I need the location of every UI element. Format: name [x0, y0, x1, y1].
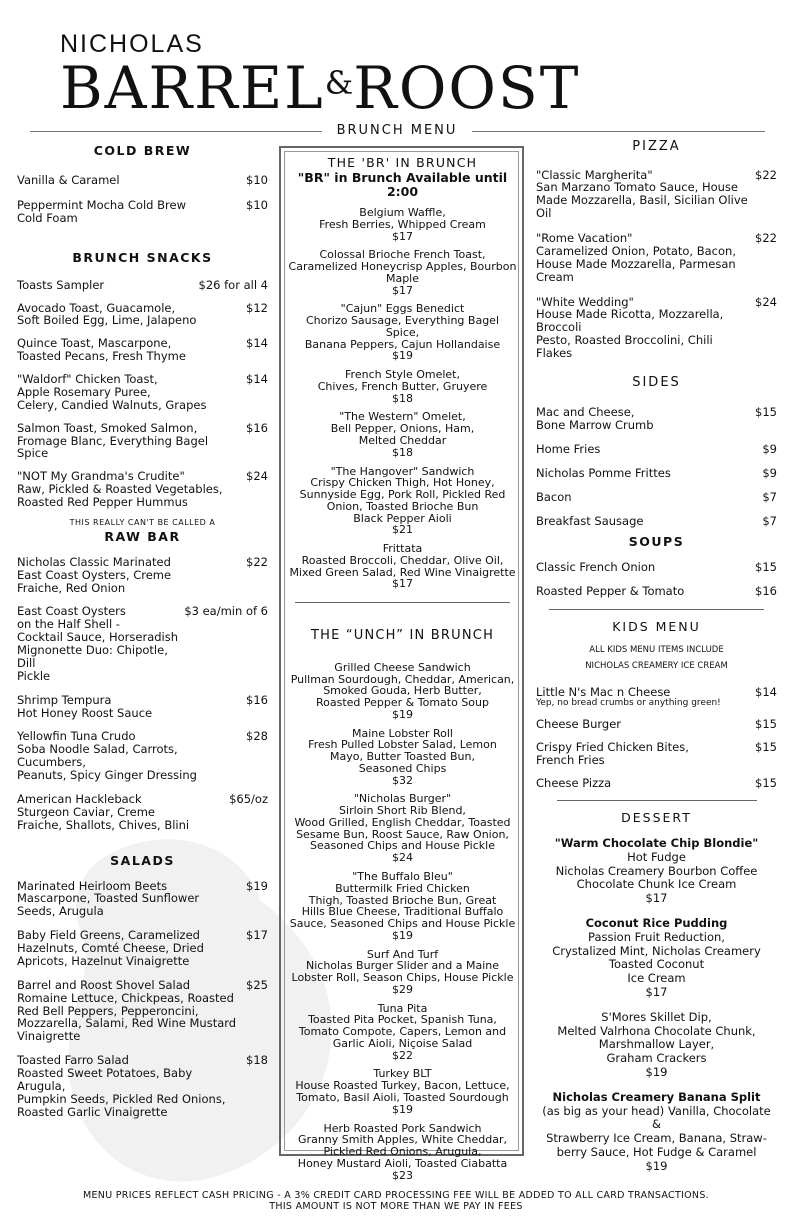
unch-item-line: Mayo, Butter Toasted Bun,: [330, 750, 475, 764]
br-item-line: Sunnyside Egg, Pork Roll, Pickled Red: [299, 488, 506, 502]
unch-item-line: Tomato Compote, Capers, Lemon and: [298, 1025, 507, 1039]
cold-brew-list: [17, 174, 268, 225]
kids-item-name: Cheese Pizza: [536, 776, 612, 791]
br-item-line: "Cajun" Eggs Benedict: [340, 302, 465, 316]
kids-item-name: Crispy Fried Chicken Bites, French Fries: [536, 740, 689, 768]
side-item-price: $7: [762, 489, 777, 504]
dessert-title: DESSERT: [621, 809, 692, 825]
br-section-subtitle: "BR" in Brunch Available until 2:00: [297, 170, 508, 199]
pizza-item-price: $22: [755, 167, 777, 182]
raw-bar-title: RAW BAR: [104, 528, 181, 544]
raw-bar-item-price: $28: [246, 729, 268, 744]
unch-item-line: Thigh, Toasted Brioche Bun, Great: [308, 893, 497, 907]
dessert-item-desc: (as big as your head) Vanilla, Chocolate & Strawberry Ice Cream, Banana, Straw- berry Sauce, Hot Fudge & Caramel $19: [542, 1103, 771, 1173]
side-item-price: $15: [755, 405, 777, 420]
br-item: [288, 369, 517, 404]
kids-item: [536, 718, 777, 731]
unch-item-line: Hills Blue Cheese, Traditional Buffalo: [301, 905, 504, 919]
unch-item-line: Lobster Roll, Season Chips, House Pickle: [291, 971, 514, 985]
brand-right: ROOST: [353, 54, 581, 122]
unch-item-line: Tuna Pita: [377, 1001, 428, 1015]
br-item-line: Fresh Berries, Whipped Cream: [319, 217, 486, 231]
snack-item-name: "Waldorf" Chicken Toast, Apple Rosemary Puree, Celery, Candied Walnuts, Grapes: [17, 372, 207, 412]
side-item: [536, 515, 777, 528]
br-item-line: $17: [392, 577, 413, 591]
raw-bar-caption: THIS REALLY CAN'T BE CALLED A: [69, 517, 216, 527]
dessert-item-desc: Hot Fudge Nicholas Creamery Bourbon Coffee Chocolate Chunk Ice Cream $17: [555, 849, 758, 906]
br-item-line: $19: [392, 349, 413, 363]
brand-left: BARREL: [60, 54, 325, 122]
unch-item-line: Turkey BLT: [373, 1067, 432, 1081]
br-item: [288, 411, 517, 458]
raw-bar-item-price: $22: [246, 554, 268, 569]
unch-item-line: $32: [392, 773, 413, 787]
unch-item: [288, 1068, 517, 1115]
soups-list: [536, 561, 777, 598]
raw-bar-item-price: $3 ea/min of 6: [184, 604, 268, 619]
pizza-item: [536, 296, 777, 360]
kids-item-name: Cheese Burger: [536, 717, 621, 732]
snack-item-name: "NOT My Grandma's Crudite" Raw, Pickled & Roasted Vegetables, Roasted Red Pepper Hummus: [17, 469, 223, 509]
unch-item-line: Nicholas Burger Slider and a Maine: [306, 959, 499, 973]
unch-item-line: Sauce, Seasoned Chips and House Pickle: [289, 917, 516, 931]
side-item-price: $9: [762, 442, 777, 457]
dessert-item-name: "Warm Chocolate Chip Blondie": [554, 835, 759, 850]
br-list: [288, 207, 517, 590]
br-item-line: "The Hangover" Sandwich: [330, 464, 475, 478]
pizza-item-price: $24: [755, 294, 777, 309]
brunch-snacks-list: [17, 279, 268, 509]
unch-item: [288, 871, 517, 942]
kids-item: [536, 686, 777, 709]
brand-title: [60, 56, 580, 121]
raw-bar-item-name: Yellowfin Tuna Crudo Soba Noodle Salad, Carrots, Cucumbers, Peanuts, Spicy Ginger Dressing: [17, 729, 197, 783]
raw-bar-item-name: Shrimp Tempura Hot Honey Roost Sauce: [17, 692, 153, 720]
unch-list: [288, 662, 517, 1182]
unch-item-line: Garlic Aioli, Niçoise Salad: [332, 1036, 473, 1050]
snack-item-price: $14: [246, 372, 268, 386]
br-item-line: Mixed Green Salad, Red Wine Vinaigrette: [289, 565, 516, 579]
kids-divider: [549, 609, 764, 610]
brand-amp: &: [324, 64, 354, 102]
snack-item-name: Salmon Toast, Smoked Salmon, Fromage Blanc, Everything Bagel Spice: [17, 420, 209, 461]
salad-item: [17, 929, 268, 968]
unch-item: [288, 662, 517, 721]
unch-item: [288, 1003, 517, 1062]
dessert-item: [536, 1091, 777, 1174]
salad-item-price: $19: [246, 878, 268, 893]
dessert-item-name: Coconut Rice Pudding: [585, 915, 728, 930]
side-item-name: Mac and Cheese, Bone Marrow Crumb: [536, 405, 654, 433]
unch-item-line: Buttermilk Fried Chicken: [335, 881, 470, 895]
raw-bar-item-price: $16: [246, 692, 268, 707]
br-item-line: Roasted Broccoli, Cheddar, Olive Oil,: [301, 553, 504, 567]
unch-item-line: "Nicholas Burger": [353, 792, 452, 806]
dessert-item: [536, 1011, 777, 1080]
br-item: [288, 249, 517, 296]
unch-item-line: Honey Mustard Aioli, Toasted Ciabatta: [297, 1156, 508, 1170]
unch-item-line: Grilled Cheese Sandwich: [334, 660, 471, 674]
snack-item-name: Toasts Sampler: [17, 277, 105, 292]
br-item-line: Melted Cheddar: [358, 434, 447, 448]
salad-item: [17, 1054, 268, 1118]
dessert-divider: [557, 800, 757, 801]
unch-item: [288, 949, 517, 996]
kids-note-1: ALL KIDS MENU ITEMS INCLUDE: [589, 645, 724, 656]
unch-item-line: Granny Smith Apples, White Cheddar,: [298, 1133, 507, 1147]
snack-item-price: $26 for all 4: [198, 277, 268, 292]
dessert-item: [536, 917, 777, 1000]
raw-bar-item-name: East Coast Oysters on the Half Shell - Cocktail Sauce, Horseradish Mignonette Duo: Chipotle, Dill Pickle: [17, 604, 179, 683]
soup-item: [536, 585, 777, 598]
cold-brew-item: [17, 174, 268, 187]
pizza-item-name: "White Wedding" House Made Ricotta, Mozzarella, Broccoli Pesto, Roasted Broccolini, Chili Flakes: [536, 294, 724, 361]
raw-bar-item-name: American Hackleback Sturgeon Caviar, Creme Fraiche, Shallots, Chives, Blini: [17, 791, 190, 832]
cold-brew-item-name: Vanilla & Caramel: [17, 173, 120, 187]
raw-bar-item: [17, 730, 268, 782]
pizza-item: [536, 232, 777, 284]
side-item: [536, 443, 777, 456]
kids-item: [536, 777, 777, 790]
br-item-line: Onion, Toasted Brioche Bun: [326, 499, 479, 513]
br-item-line: Chorizo Sausage, Everything Bagel Spice,: [305, 314, 499, 339]
unch-item-line: House Roasted Turkey, Bacon, Lettuce,: [295, 1079, 510, 1093]
snack-item: [17, 422, 268, 461]
cold-brew-item-price: $10: [246, 197, 268, 212]
snack-item-name: Quince Toast, Mascarpone, Toasted Pecans, Fresh Thyme: [17, 336, 186, 364]
brunch-snacks-title: BRUNCH SNACKS: [72, 249, 213, 265]
raw-bar-item: [17, 694, 268, 720]
dessert-item-desc: Passion Fruit Reduction, Crystalized Mint, Nicholas Creamery Toasted Coconut Ice Cream $17: [552, 929, 761, 999]
unch-item-line: Pullman Sourdough, Cheddar, American,: [290, 672, 515, 686]
raw-bar-list: [17, 556, 268, 832]
raw-bar-item: [17, 793, 268, 832]
left-column: [17, 144, 268, 1130]
footer: [0, 1190, 792, 1213]
salad-item: [17, 880, 268, 919]
br-item-line: $18: [392, 391, 413, 405]
unch-item-line: Maine Lobster Roll: [352, 726, 453, 740]
salad-item-price: $25: [246, 977, 268, 992]
cold-brew-item-name: Peppermint Mocha Cold Brew Cold Foam: [17, 197, 186, 225]
pizza-item-name: "Rome Vacation" Caramelized Onion, Potato, Bacon, House Made Mozzarella, Parmesan Cream: [536, 231, 736, 284]
sides-title: SIDES: [632, 374, 681, 390]
soup-item-price: $15: [755, 559, 777, 574]
pizza-item-name: "Classic Margherita" San Marzano Tomato Sauce, House Made Mozzarella, Basil, Sicilian Olive Oil: [536, 167, 748, 221]
raw-bar-item: [17, 605, 268, 682]
soup-item: [536, 561, 777, 574]
unch-item-line: $19: [392, 928, 413, 942]
unch-item-line: Seasoned Chips and House Pickle: [310, 839, 495, 853]
unch-item-line: $23: [392, 1168, 413, 1182]
footer-line-1: MENU PRICES REFLECT CASH PRICING - A 3% CREDIT CARD PROCESSING FEE WILL BE ADDED TO ALL CARD TRANSACTIONS.: [83, 1190, 709, 1201]
salads-list: [17, 880, 268, 1119]
side-item: [536, 406, 777, 432]
kids-item-price: $15: [755, 776, 777, 791]
unch-item: [288, 1123, 517, 1182]
snack-item-price: $12: [246, 300, 268, 315]
pizza-list: [536, 169, 777, 360]
unch-section-title: THE “UNCH” IN BRUNCH: [310, 628, 495, 644]
side-item-price: $7: [762, 513, 777, 528]
unch-item-line: Seasoned Chips: [358, 761, 447, 775]
snack-item-name: Avocado Toast, Guacamole, Soft Boiled Egg, Lime, Jalapeno: [17, 300, 197, 328]
side-item-name: Nicholas Pomme Frittes: [536, 466, 671, 481]
unch-item-line: Smoked Gouda, Herb Butter,: [323, 684, 482, 698]
br-item: [288, 303, 517, 362]
snack-item: [17, 302, 268, 328]
unch-item-line: Wood Grilled, English Cheddar, Toasted: [294, 815, 511, 829]
br-item-line: $21: [392, 523, 413, 537]
br-item-line: Crispy Chicken Thigh, Hot Honey,: [310, 476, 495, 490]
br-item: [288, 207, 517, 242]
kids-title: KIDS MENU: [612, 619, 701, 635]
unch-item: [288, 728, 517, 787]
raw-bar-item: [17, 556, 268, 595]
dessert-list: [536, 837, 777, 1174]
cold-brew-title: COLD BREW: [93, 143, 192, 158]
unch-item-line: $22: [392, 1048, 413, 1062]
unch-item-line: Pickled Red Onions, Arugula,: [323, 1145, 482, 1159]
kids-list: [536, 686, 777, 790]
snack-item: [17, 279, 268, 292]
br-item-line: Maple: [385, 271, 420, 285]
salad-item-name: Baby Field Greens, Caramelized Hazelnuts, Comté Cheese, Dried Apricots, Hazelnut Vinaigrette: [17, 928, 204, 968]
side-item-name: Breakfast Sausage: [536, 513, 644, 528]
br-item-line: Banana Peppers, Cajun Hollandaise: [304, 337, 501, 351]
brand-top: NICHOLAS: [60, 30, 204, 58]
unch-item-line: Surf And Turf: [366, 947, 439, 961]
pizza-item: [536, 169, 777, 221]
salad-item: [17, 979, 268, 1043]
unch-item-line: Sirloin Short Rib Blend,: [339, 804, 466, 818]
kids-item-note: Yep, no bread crumbs or anything green!: [536, 698, 721, 709]
unch-item-line: Roasted Pepper & Tomato Soup: [316, 696, 489, 710]
pizza-title: PIZZA: [632, 139, 681, 154]
br-item: [288, 466, 517, 537]
snack-item-price: $24: [246, 469, 268, 484]
br-item-line: Black Pepper Aioli: [353, 511, 452, 525]
pizza-item-price: $22: [755, 231, 777, 246]
center-divider: [295, 602, 510, 603]
snack-item: [17, 470, 268, 509]
salad-item-name: Toasted Farro Salad Roasted Sweet Potatoes, Baby Arugula, Pumpkin Seeds, Pickled Red Onions, Roasted Garlic Vinaigrette: [17, 1053, 226, 1119]
br-item: [288, 543, 517, 590]
soup-item-name: Roasted Pepper & Tomato: [536, 583, 685, 598]
br-item-line: Frittata: [382, 542, 423, 556]
br-item-line: Chives, French Butter, Gruyere: [317, 379, 488, 393]
side-item-name: Home Fries: [536, 442, 601, 457]
kids-item-price: $15: [755, 740, 777, 755]
br-item-line: $18: [392, 445, 413, 459]
center-column: [288, 156, 517, 1188]
unch-item-line: $19: [392, 1102, 413, 1116]
br-item-line: Caramelized Honeycrisp Apples, Bourbon: [288, 260, 517, 274]
br-item-line: French Style Omelet,: [345, 368, 460, 382]
dessert-item-name: Nicholas Creamery Banana Split: [552, 1089, 761, 1104]
snack-item: [17, 337, 268, 363]
raw-bar-item-name: Nicholas Classic Marinated East Coast Oysters, Creme Fraiche, Red Onion: [17, 554, 172, 595]
salad-item-price: $18: [246, 1053, 268, 1068]
salad-item-price: $17: [246, 928, 268, 943]
br-section-title: THE 'BR' IN BRUNCH: [327, 155, 478, 170]
br-item-line: $17: [392, 283, 413, 297]
salad-item-name: Marinated Heirloom Beets Mascarpone, Toasted Sunflower Seeds, Arugula: [17, 878, 200, 919]
kids-item: [536, 741, 777, 767]
sides-list: [536, 406, 777, 527]
br-item-line: Bell Pepper, Onions, Ham,: [330, 422, 475, 436]
kids-item-price: $15: [755, 717, 777, 732]
br-item-line: $17: [392, 229, 413, 243]
dessert-item-desc: S'Mores Skillet Dip, Melted Valrhona Chocolate Chunk, Marshmallow Layer, Graham Crackers $19: [557, 1009, 756, 1079]
cold-brew-item-price: $10: [246, 173, 268, 187]
raw-bar-item-price: $65/oz: [229, 791, 268, 806]
kids-item-price: $14: [755, 684, 777, 699]
unch-item-line: Sesame Bun, Roost Sauce, Raw Onion,: [296, 827, 509, 841]
soup-item-name: Classic French Onion: [536, 559, 656, 574]
unch-item-line: "The Buffalo Bleu": [352, 870, 453, 883]
unch-item-line: Fresh Pulled Lobster Salad, Lemon: [308, 738, 497, 752]
dessert-item: [536, 837, 777, 906]
unch-item: [288, 793, 517, 864]
side-item-name: Bacon: [536, 489, 572, 504]
unch-item-line: $24: [392, 851, 413, 865]
kids-item-name: Little N's Mac n Cheese Yep, no bread crumbs or anything green!: [536, 686, 755, 709]
snack-item-price: $14: [246, 336, 268, 351]
side-item: [536, 467, 777, 480]
right-column: [536, 140, 777, 1184]
brunch-menu-subtitle: BRUNCH MENU: [322, 124, 472, 139]
kids-note-2: NICHOLAS CREAMERY ICE CREAM: [585, 660, 728, 671]
unch-item-line: Herb Roasted Pork Sandwich: [323, 1121, 482, 1135]
br-item-line: Belgium Waffle,: [359, 206, 446, 219]
footer-line-2: THIS AMOUNT IS NOT MORE THAN WE PAY IN FEES: [269, 1201, 523, 1213]
br-item-line: "The Western" Omelet,: [339, 410, 466, 424]
salad-item-name: Barrel and Roost Shovel Salad Romaine Lettuce, Chickpeas, Roasted Red Bell Peppers, Pepperoncini, Mozzarella, Salami, Red Wine Mustard Vinaigrette: [17, 977, 237, 1044]
snack-item-price: $16: [246, 420, 268, 435]
unch-item-line: $29: [392, 982, 413, 996]
snack-item: [17, 373, 268, 412]
salads-title: SALADS: [110, 852, 175, 868]
unch-item-line: Toasted Pita Pocket, Spanish Tuna,: [308, 1013, 497, 1027]
soups-title: SOUPS: [628, 533, 685, 549]
side-item-price: $9: [762, 466, 777, 481]
unch-item-line: Tomato, Basil Aioli, Toasted Sourdough: [296, 1091, 509, 1105]
br-item-line: Colossal Brioche French Toast,: [319, 248, 486, 262]
unch-item-line: $19: [392, 707, 413, 721]
side-item: [536, 491, 777, 504]
soup-item-price: $16: [755, 583, 777, 598]
cold-brew-item: [17, 199, 268, 225]
